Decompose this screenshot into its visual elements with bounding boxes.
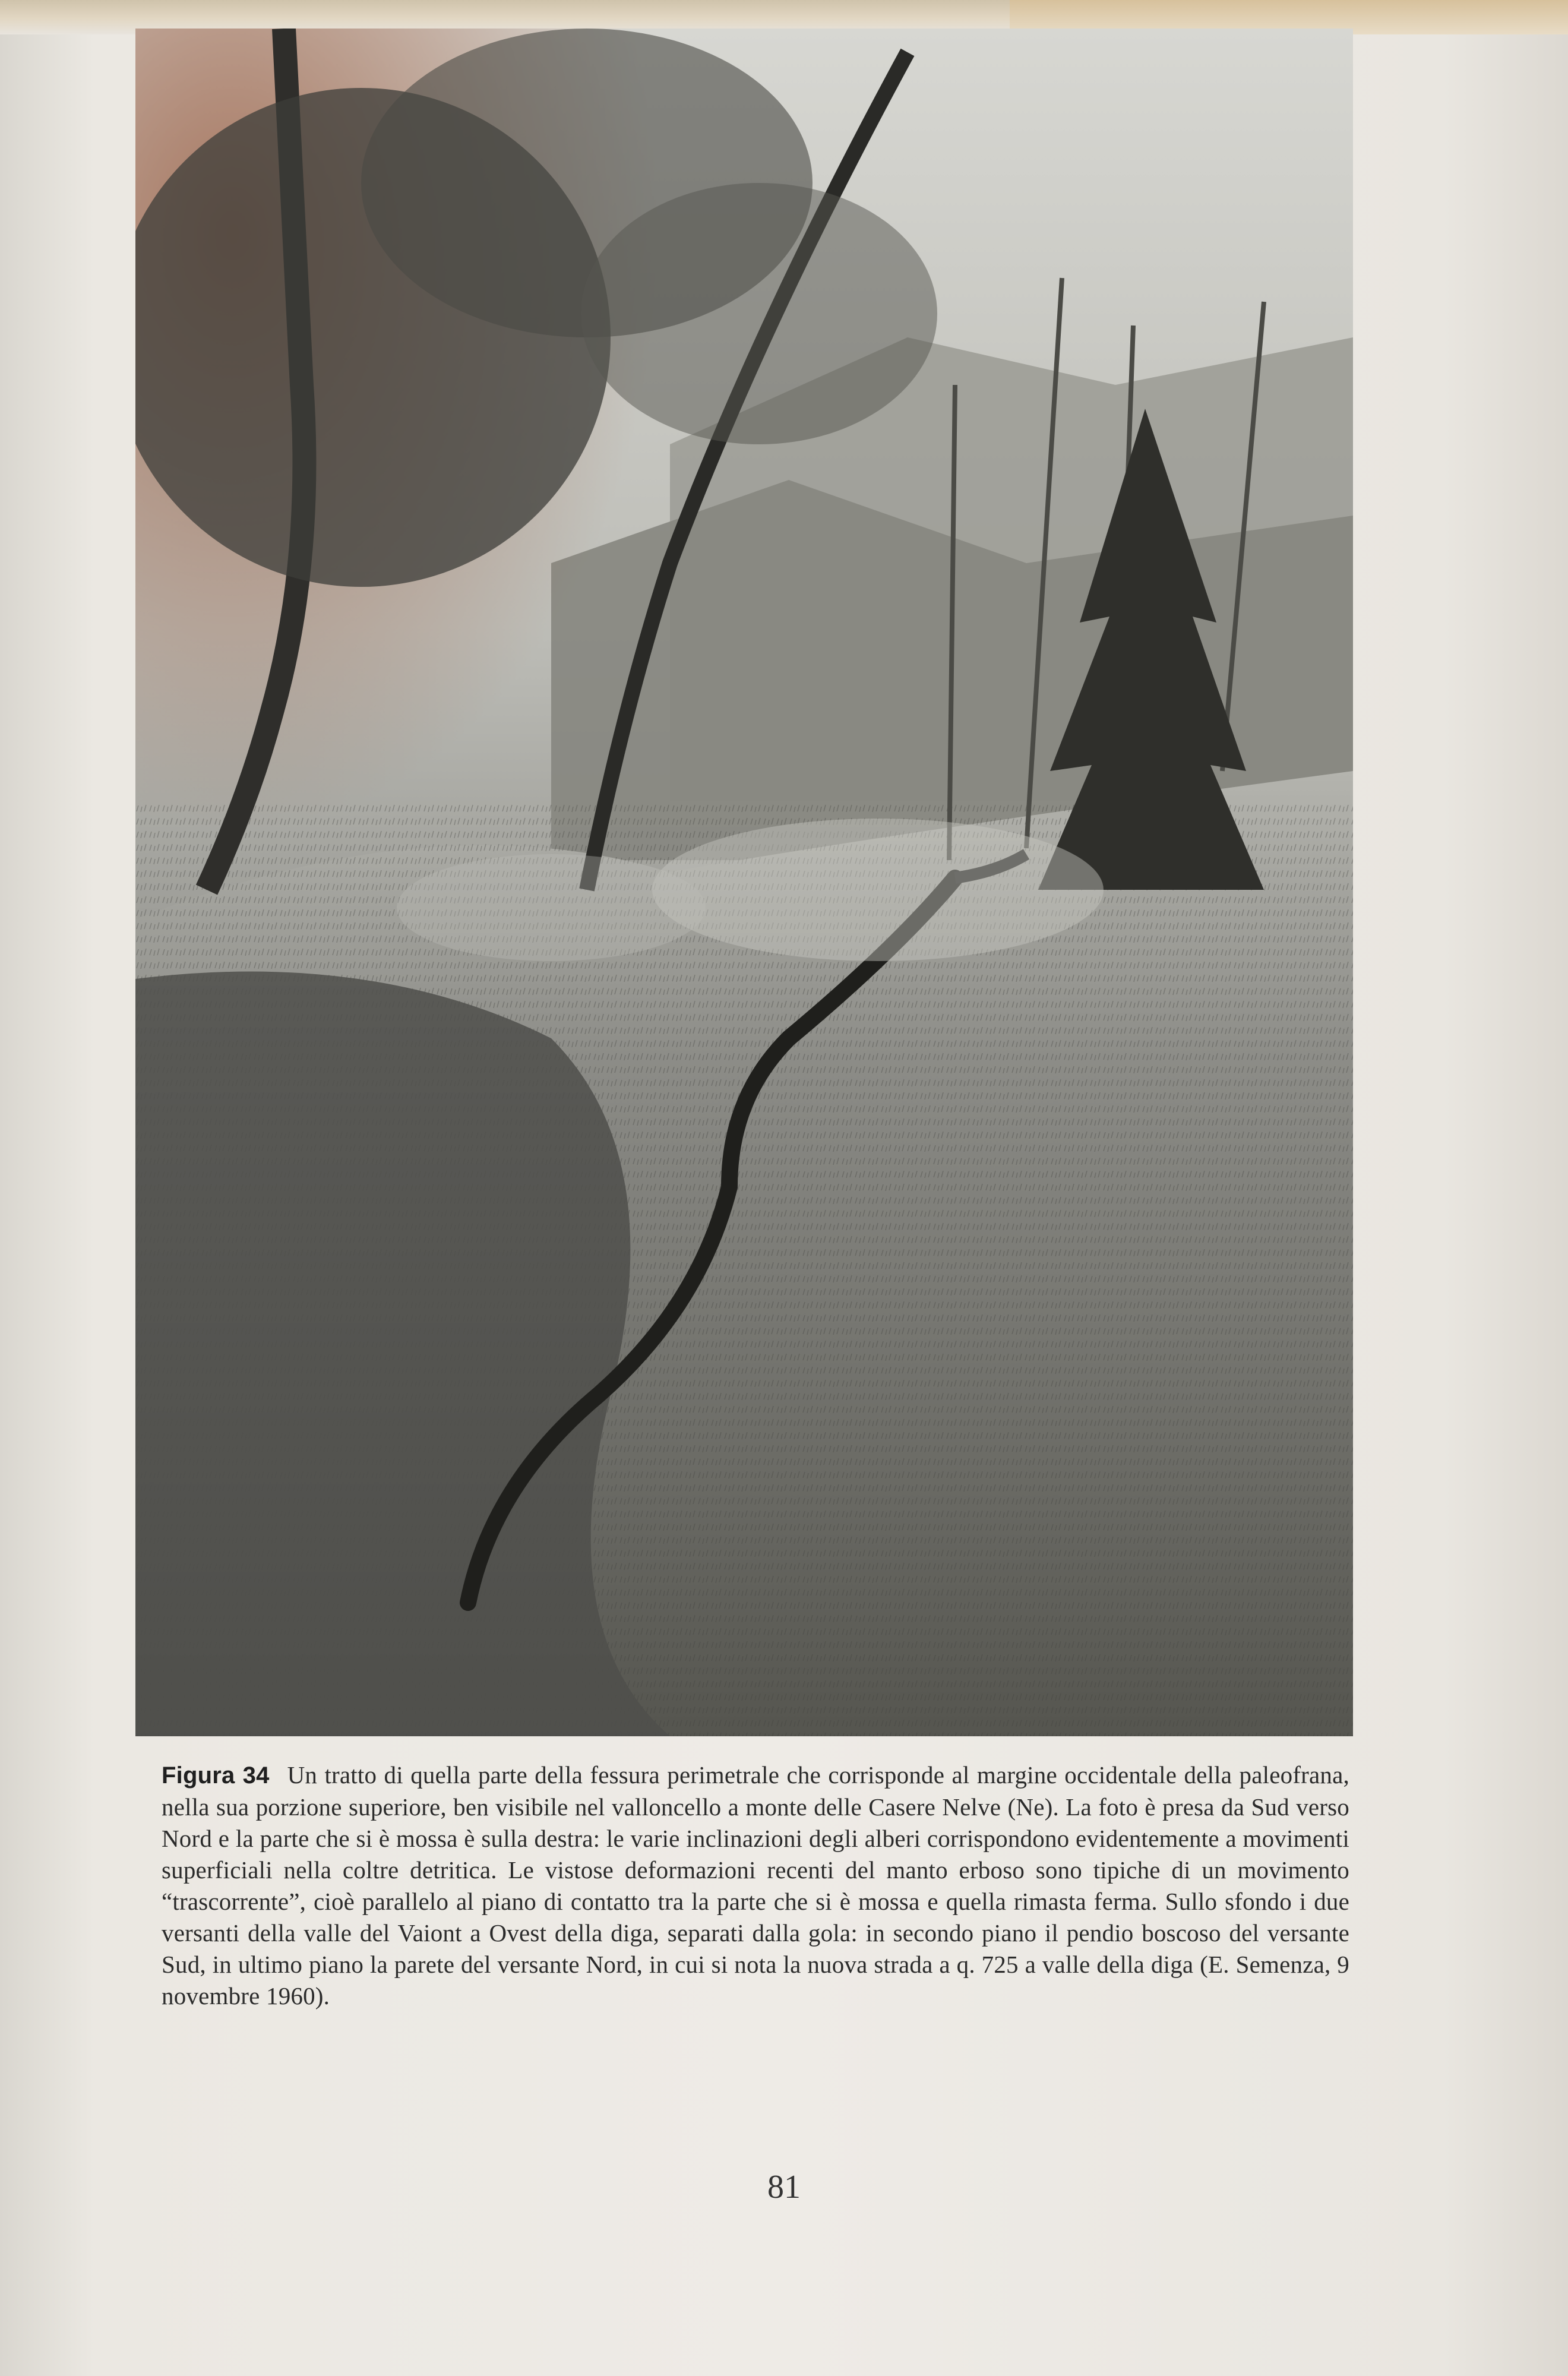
forest-gully-photo [135,29,1353,1736]
figure-caption-text: Un tratto di quella parte della fessura perimetrale che corrisponde al margine occidentale della paleofrana, nella sua porzione superiore, ben visibile nel valloncello a monte delle Casere Nelve (Ne). La foto è presa da Sud verso Nord e la parte che si è mossa è sulla destra: le varie inclinazioni degli alberi corrispondono evidentemente a movimenti superficiali nella coltre detritica. Le vistose deformazioni recenti del manto erboso sono tipiche di un movimento “trascorrente”, cioè parallelo al piano di contatto tra la parte che si è mossa e quella rimasta ferma. Sullo sfondo i due versanti della valle del Vaiont a Ovest della diga, separati dalla gola: in secondo piano il pendio boscoso del versante Sud, in ultimo piano la parete del versante Nord, in cui si nota la nuova strada a q. 725 a valle della diga (E. Semenza, 9 novembre 1960). [162,1761,1349,2010]
figure-photograph [135,29,1353,1736]
page-number: 81 [767,2169,801,2206]
figure-label: Figura 34 [162,1762,270,1789]
figure-caption [162,1759,1349,2012]
